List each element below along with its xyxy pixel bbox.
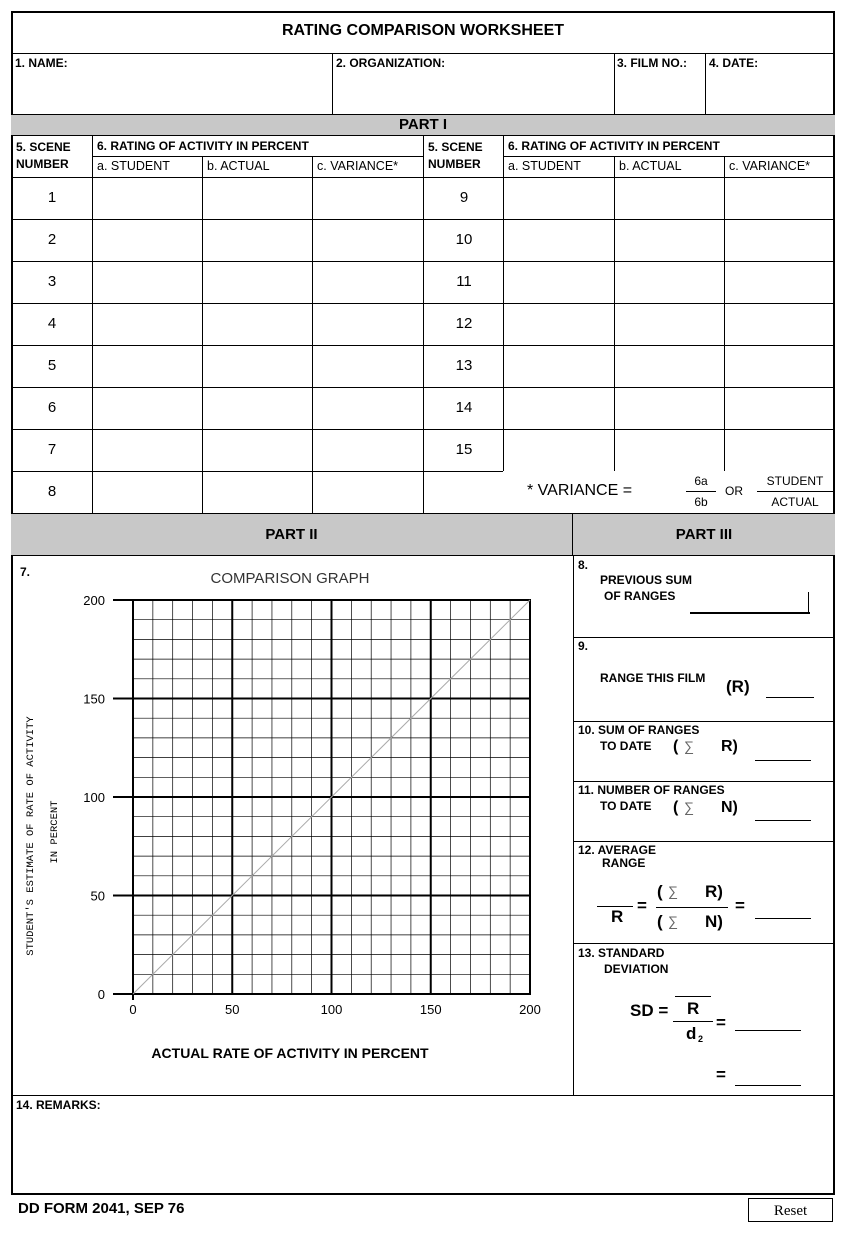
divider	[705, 53, 706, 114]
item-8-label-line2: OF RANGES	[604, 589, 676, 603]
name-label: 1. NAME:	[15, 56, 68, 70]
name-field[interactable]	[15, 76, 329, 110]
item-11-label-line2: TO DATE	[600, 799, 652, 813]
divider	[573, 637, 835, 638]
y-tick-label: 50	[90, 888, 105, 904]
rating-actual-field[interactable]	[617, 390, 721, 426]
rating-variance-field[interactable]	[315, 264, 420, 300]
fraction-bar	[757, 491, 833, 492]
divider	[614, 156, 615, 471]
rating-actual-field[interactable]	[205, 264, 309, 300]
column-student: a. STUDENT	[97, 159, 170, 173]
rating-student-field[interactable]	[506, 222, 611, 258]
x-tick-label: 50	[225, 1002, 240, 1017]
divider	[503, 136, 504, 471]
sd-label: SD =	[630, 1001, 669, 1020]
scene-number-label: 5. SCENE	[428, 140, 483, 154]
sum-ranges-open: (	[673, 738, 679, 755]
item-13-label-line2: DEVIATION	[604, 962, 669, 976]
avg-num-open: (	[657, 882, 663, 901]
item-10-label-line2: TO DATE	[600, 739, 652, 753]
reset-button[interactable]: Reset	[748, 1198, 833, 1222]
rating-actual-field[interactable]	[617, 222, 721, 258]
item-9-number: 9.	[578, 639, 589, 653]
rating-student-field[interactable]	[506, 180, 611, 216]
rating-variance-field[interactable]	[315, 180, 420, 216]
divider	[573, 781, 835, 782]
average-range-fraction-bar	[656, 907, 728, 908]
sum-of-ranges-underline	[755, 760, 811, 761]
rating-actual-field[interactable]	[617, 264, 721, 300]
rating-variance-field[interactable]	[727, 264, 832, 300]
column-student: a. STUDENT	[508, 159, 581, 173]
average-range-denominator: N)	[705, 912, 723, 931]
standard-deviation-underline	[735, 1030, 801, 1031]
date-label: 4. DATE:	[709, 56, 759, 70]
remarks-field[interactable]	[16, 1116, 830, 1190]
rating-actual-field[interactable]	[205, 432, 309, 468]
film-number-label: 3. FILM NO.:	[617, 56, 687, 70]
average-range-field[interactable]	[755, 898, 811, 918]
previous-sum-field[interactable]	[690, 590, 808, 612]
rating-variance-field[interactable]	[315, 432, 420, 468]
graph-title: COMPARISON GRAPH	[210, 570, 370, 587]
standard-deviation-field[interactable]	[735, 1010, 801, 1030]
avg-den-open: (	[657, 912, 663, 931]
sum-of-ranges-field[interactable]	[755, 740, 811, 760]
sd-r-bar	[675, 996, 711, 997]
item-8-number: 8.	[578, 558, 589, 572]
scene-number: 12	[455, 315, 473, 332]
fraction-student: STUDENT	[766, 474, 824, 488]
sd-denominator-subscript: 2	[698, 1034, 704, 1044]
scene-number-label: NUMBER	[16, 157, 69, 171]
divider	[614, 53, 615, 114]
rating-variance-field[interactable]	[727, 348, 832, 384]
rating-variance-field[interactable]	[315, 306, 420, 342]
divider	[573, 841, 835, 842]
rating-student-field[interactable]	[506, 264, 611, 300]
column-variance: c. VARIANCE*	[317, 159, 399, 173]
y-axis-label-line1: STUDENT'S ESTIMATE OF RATE OF ACTIVITY	[25, 716, 37, 956]
rating-student-field[interactable]	[95, 180, 199, 216]
scene-number: 2	[47, 231, 57, 248]
rating-actual-field[interactable]	[205, 474, 309, 510]
x-axis-label: ACTUAL RATE OF ACTIVITY IN PERCENT	[151, 1045, 429, 1061]
rating-actual-field[interactable]	[617, 432, 721, 468]
item-11-label-line1: 11. NUMBER OF RANGES	[578, 783, 725, 797]
scene-number: 11	[456, 273, 472, 290]
divider	[11, 53, 835, 54]
rating-student-field[interactable]	[95, 222, 199, 258]
form-title: RATING COMPARISON WORKSHEET	[281, 22, 565, 39]
rating-actual-field[interactable]	[205, 348, 309, 384]
scene-number: 1	[47, 189, 57, 206]
rating-variance-field[interactable]	[727, 222, 832, 258]
scene-number: 15	[455, 441, 473, 458]
scene-number-label: NUMBER	[428, 157, 481, 171]
y-axis-label-line2: IN PERCENT	[49, 800, 61, 864]
rating-activity-label: 6. RATING OF ACTIVITY IN PERCENT	[508, 139, 720, 153]
rating-actual-field[interactable]	[205, 390, 309, 426]
sd-eq1: =	[716, 1013, 726, 1032]
rating-student-field[interactable]	[506, 348, 611, 384]
organization-label: 2. ORGANIZATION:	[336, 56, 446, 70]
sigma-icon: ∑	[684, 799, 694, 815]
item-12-label-line1: 12. AVERAGE	[578, 843, 657, 857]
standard-deviation-result-underline	[735, 1085, 801, 1086]
sum-ranges-close: R)	[721, 738, 738, 755]
rating-actual-field[interactable]	[617, 180, 721, 216]
item-9-label: RANGE THIS FILM	[600, 671, 706, 685]
divider	[573, 721, 835, 722]
scene-number: 10	[455, 231, 473, 248]
y-tick-label: 200	[83, 593, 105, 608]
average-range-numerator: R)	[705, 882, 723, 901]
part2-header: PART II	[11, 513, 573, 556]
scene-number: 5	[47, 357, 57, 374]
average-range-eq2: =	[735, 896, 745, 915]
item-10-label-line1: 10. SUM OF RANGES	[578, 723, 700, 737]
divider	[202, 156, 203, 513]
scene-number: 3	[47, 273, 57, 290]
column-actual: b. ACTUAL	[207, 159, 270, 173]
y-tick-label: 100	[83, 790, 105, 805]
rating-variance-field[interactable]	[315, 390, 420, 426]
scene-number: 6	[47, 399, 57, 416]
rating-variance-field[interactable]	[727, 180, 832, 216]
variance-formula-label: * VARIANCE =	[527, 482, 633, 499]
fraction-6b: 6b	[694, 495, 708, 509]
sigma-icon: ∑	[668, 883, 678, 899]
num-ranges-close: N)	[721, 799, 738, 816]
film-number-field[interactable]	[617, 76, 703, 110]
column-actual: b. ACTUAL	[619, 159, 682, 173]
y-tick-label: 0	[97, 987, 105, 1002]
divider	[312, 156, 313, 513]
x-tick-label: 0	[129, 1002, 137, 1017]
divider	[332, 53, 333, 114]
divider	[808, 592, 809, 614]
standard-deviation-result-field[interactable]	[735, 1065, 801, 1085]
scene-number: 4	[47, 315, 57, 332]
column-variance: c. VARIANCE*	[729, 159, 811, 173]
organization-field[interactable]	[336, 76, 611, 110]
item-8-label-line1: PREVIOUS SUM	[600, 573, 693, 587]
scene-number: 14	[455, 399, 473, 416]
number-of-ranges-underline	[755, 820, 811, 821]
sigma-icon: ∑	[684, 738, 694, 754]
rating-actual-field[interactable]	[617, 348, 721, 384]
x-tick-label: 200	[519, 1002, 541, 1017]
average-range-eq1: =	[637, 896, 647, 915]
fraction-bar	[686, 491, 716, 492]
fraction-6a: 6a	[694, 474, 708, 488]
form-footer: DD FORM 2041, SEP 76	[18, 1200, 185, 1217]
divider	[92, 156, 423, 157]
rating-student-field[interactable]	[95, 264, 199, 300]
divider	[724, 156, 725, 471]
rating-variance-field[interactable]	[315, 222, 420, 258]
scene-number: 13	[455, 357, 473, 374]
number-of-ranges-field[interactable]	[755, 800, 811, 820]
rating-student-field[interactable]	[506, 306, 611, 342]
x-tick-label: 150	[419, 1002, 442, 1017]
rating-activity-label: 6. RATING OF ACTIVITY IN PERCENT	[97, 139, 309, 153]
rating-student-field[interactable]	[95, 306, 199, 342]
rating-variance-field[interactable]	[727, 306, 832, 342]
fraction-actual: ACTUAL	[771, 495, 819, 509]
rating-variance-field[interactable]	[315, 348, 420, 384]
sd-fraction-bar	[673, 1021, 713, 1022]
divider	[573, 943, 835, 944]
remarks-label: 14. REMARKS:	[16, 1098, 101, 1112]
divider	[11, 1095, 835, 1096]
sigma-icon: ∑	[668, 913, 678, 929]
item-7-number: 7.	[20, 565, 31, 579]
divider	[503, 156, 835, 157]
rating-actual-field[interactable]	[617, 306, 721, 342]
x-tick-label: 100	[320, 1002, 343, 1017]
rating-variance-field[interactable]	[727, 390, 832, 426]
comparison-graph	[60, 588, 560, 1028]
y-tick-label: 150	[83, 691, 105, 707]
rating-student-field[interactable]	[506, 390, 611, 426]
item-12-label-line2: RANGE	[602, 856, 646, 870]
divider	[92, 136, 93, 513]
scene-number-label: 5. SCENE	[16, 140, 71, 154]
rating-student-field[interactable]	[95, 432, 199, 468]
rating-actual-field[interactable]	[205, 306, 309, 342]
range-this-film-underline	[766, 697, 814, 698]
divider	[11, 471, 503, 472]
range-this-film-field[interactable]	[766, 677, 814, 697]
rating-student-field[interactable]	[95, 348, 199, 384]
sd-denominator: d	[686, 1024, 697, 1043]
average-range-underline	[755, 918, 811, 919]
or-label: OR	[725, 484, 743, 498]
rating-actual-field[interactable]	[205, 180, 309, 216]
date-field[interactable]	[709, 76, 831, 110]
previous-sum-underline	[690, 612, 810, 614]
rating-student-field[interactable]	[95, 390, 199, 426]
part1-header: PART I	[11, 114, 835, 136]
part3-header: PART III	[573, 513, 835, 556]
rating-variance-field[interactable]	[727, 432, 832, 468]
sd-eq2: =	[716, 1065, 726, 1084]
scene-number: 8	[47, 483, 57, 500]
range-symbol: (R)	[726, 677, 750, 696]
average-range-lhs: R	[611, 907, 624, 926]
sd-numerator: R	[687, 999, 700, 1018]
scene-number: 7	[47, 441, 57, 458]
scene-number: 9	[459, 189, 469, 206]
rating-student-field[interactable]	[95, 474, 199, 510]
rating-actual-field[interactable]	[205, 222, 309, 258]
item-13-label-line1: 13. STANDARD	[578, 946, 665, 960]
rating-student-field[interactable]	[506, 432, 611, 468]
num-ranges-open: (	[673, 799, 679, 816]
rating-variance-field[interactable]	[315, 474, 420, 510]
